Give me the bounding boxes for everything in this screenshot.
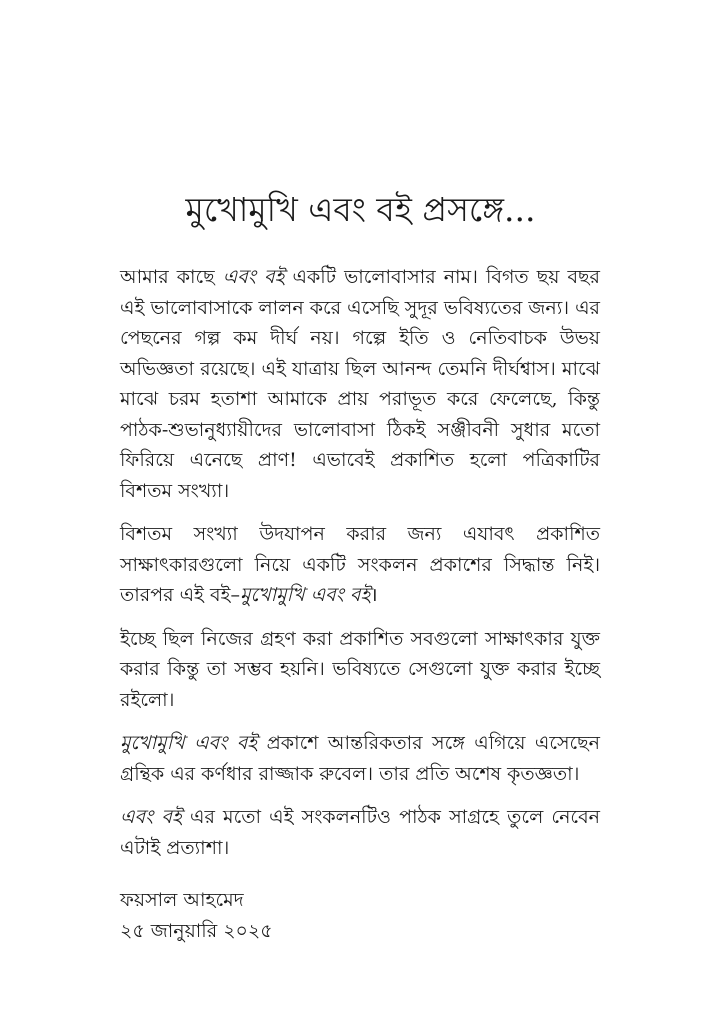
document-body bbox=[120, 262, 600, 946]
page-title: মুখোমুখি এবং বই প্রসঙ্গে... bbox=[185, 190, 536, 229]
signature-date: ২৫ জানুয়ারি ২০২৫ bbox=[120, 919, 273, 942]
paragraph-1-text-c: একটি ভালোবাসার নাম। বিগত ছয় বছর এই ভালোবাসাকে লালন করে এসেছি সুদূর ভবিষ্যতের জন্য। এর পেছনের গল্প কম দীর্ঘ নয়। গল্পে ইতি ও নেতিবাচক উভয় অভিজ্ঞতা রয়েছে। এই যাত্রায় ছিল আনন্দ তেমনি দীর্ঘশ্বাস। মাঝে মাঝে চরম হতাশা আমাকে প্রায় পরাভূত করে ফেলেছে, কিন্তু পাঠক-শুভানুধ্যায়ীদের ভালোবাসা ঠিকই সঞ্জীবনী সুধার মতো ফিরিয়ে এনেছে প্রাণ! এভাবেই প্রকাশিত হলো পত্রিকাটির বিশতম সংখ্যা। bbox=[120, 266, 601, 502]
paragraph-4-italic-title: মুখোমুখি এবং বই bbox=[120, 732, 258, 754]
paragraph-1-italic-title: এবং বই bbox=[222, 266, 285, 288]
paragraph-5-text-b: এর মতো এই সংকলনটিও পাঠক সাগ্রহে তুলে নেবেন এটাই প্রত্যাশা। bbox=[120, 806, 600, 859]
paragraph-5-italic-title: এবং বই bbox=[120, 806, 182, 828]
paragraph-4 bbox=[120, 728, 600, 789]
paragraph-2-text-c: । bbox=[370, 584, 378, 606]
paragraph-2 bbox=[120, 519, 600, 611]
paragraph-2-text-a: বিশতম সংখ্যা উদযাপন করার জন্য এযাবৎ প্রকাশিত সাক্ষাৎকারগুলো নিয়ে একটি সংকলন প্রকাশের সিদ্ধান্ত নিই। তারপর এই বই– bbox=[120, 523, 600, 606]
paragraph-1 bbox=[120, 262, 600, 506]
author-name: ফয়সাল আহমেদ bbox=[120, 889, 244, 911]
paragraph-5 bbox=[120, 802, 600, 863]
paragraph-3-text-a: ইচ্ছে ছিল নিজের গ্রহণ করা প্রকাশিত সবগুলো সাক্ষাৎকার যুক্ত করার কিন্তু তা সম্ভব হয়নি। ভবিষ্যতে সেগুলো যুক্ত করার ইচ্ছে রইলো। bbox=[120, 627, 600, 711]
paragraph-3 bbox=[120, 624, 600, 716]
paragraph-4-text-b: প্রকাশে আন্তরিকতার সঙ্গে এগিয়ে এসেছেন গ্রন্থিক এর কর্ণধার রাজ্জাক রুবেল। তার প্রতি অশেষ কৃতজ্ঞতা। bbox=[120, 732, 600, 785]
paragraph-1-text-a: আমার কাছে bbox=[120, 266, 223, 288]
signature-block bbox=[120, 885, 600, 946]
paragraph-2-italic-title: মুখোমুখি এবং বই bbox=[239, 584, 371, 606]
